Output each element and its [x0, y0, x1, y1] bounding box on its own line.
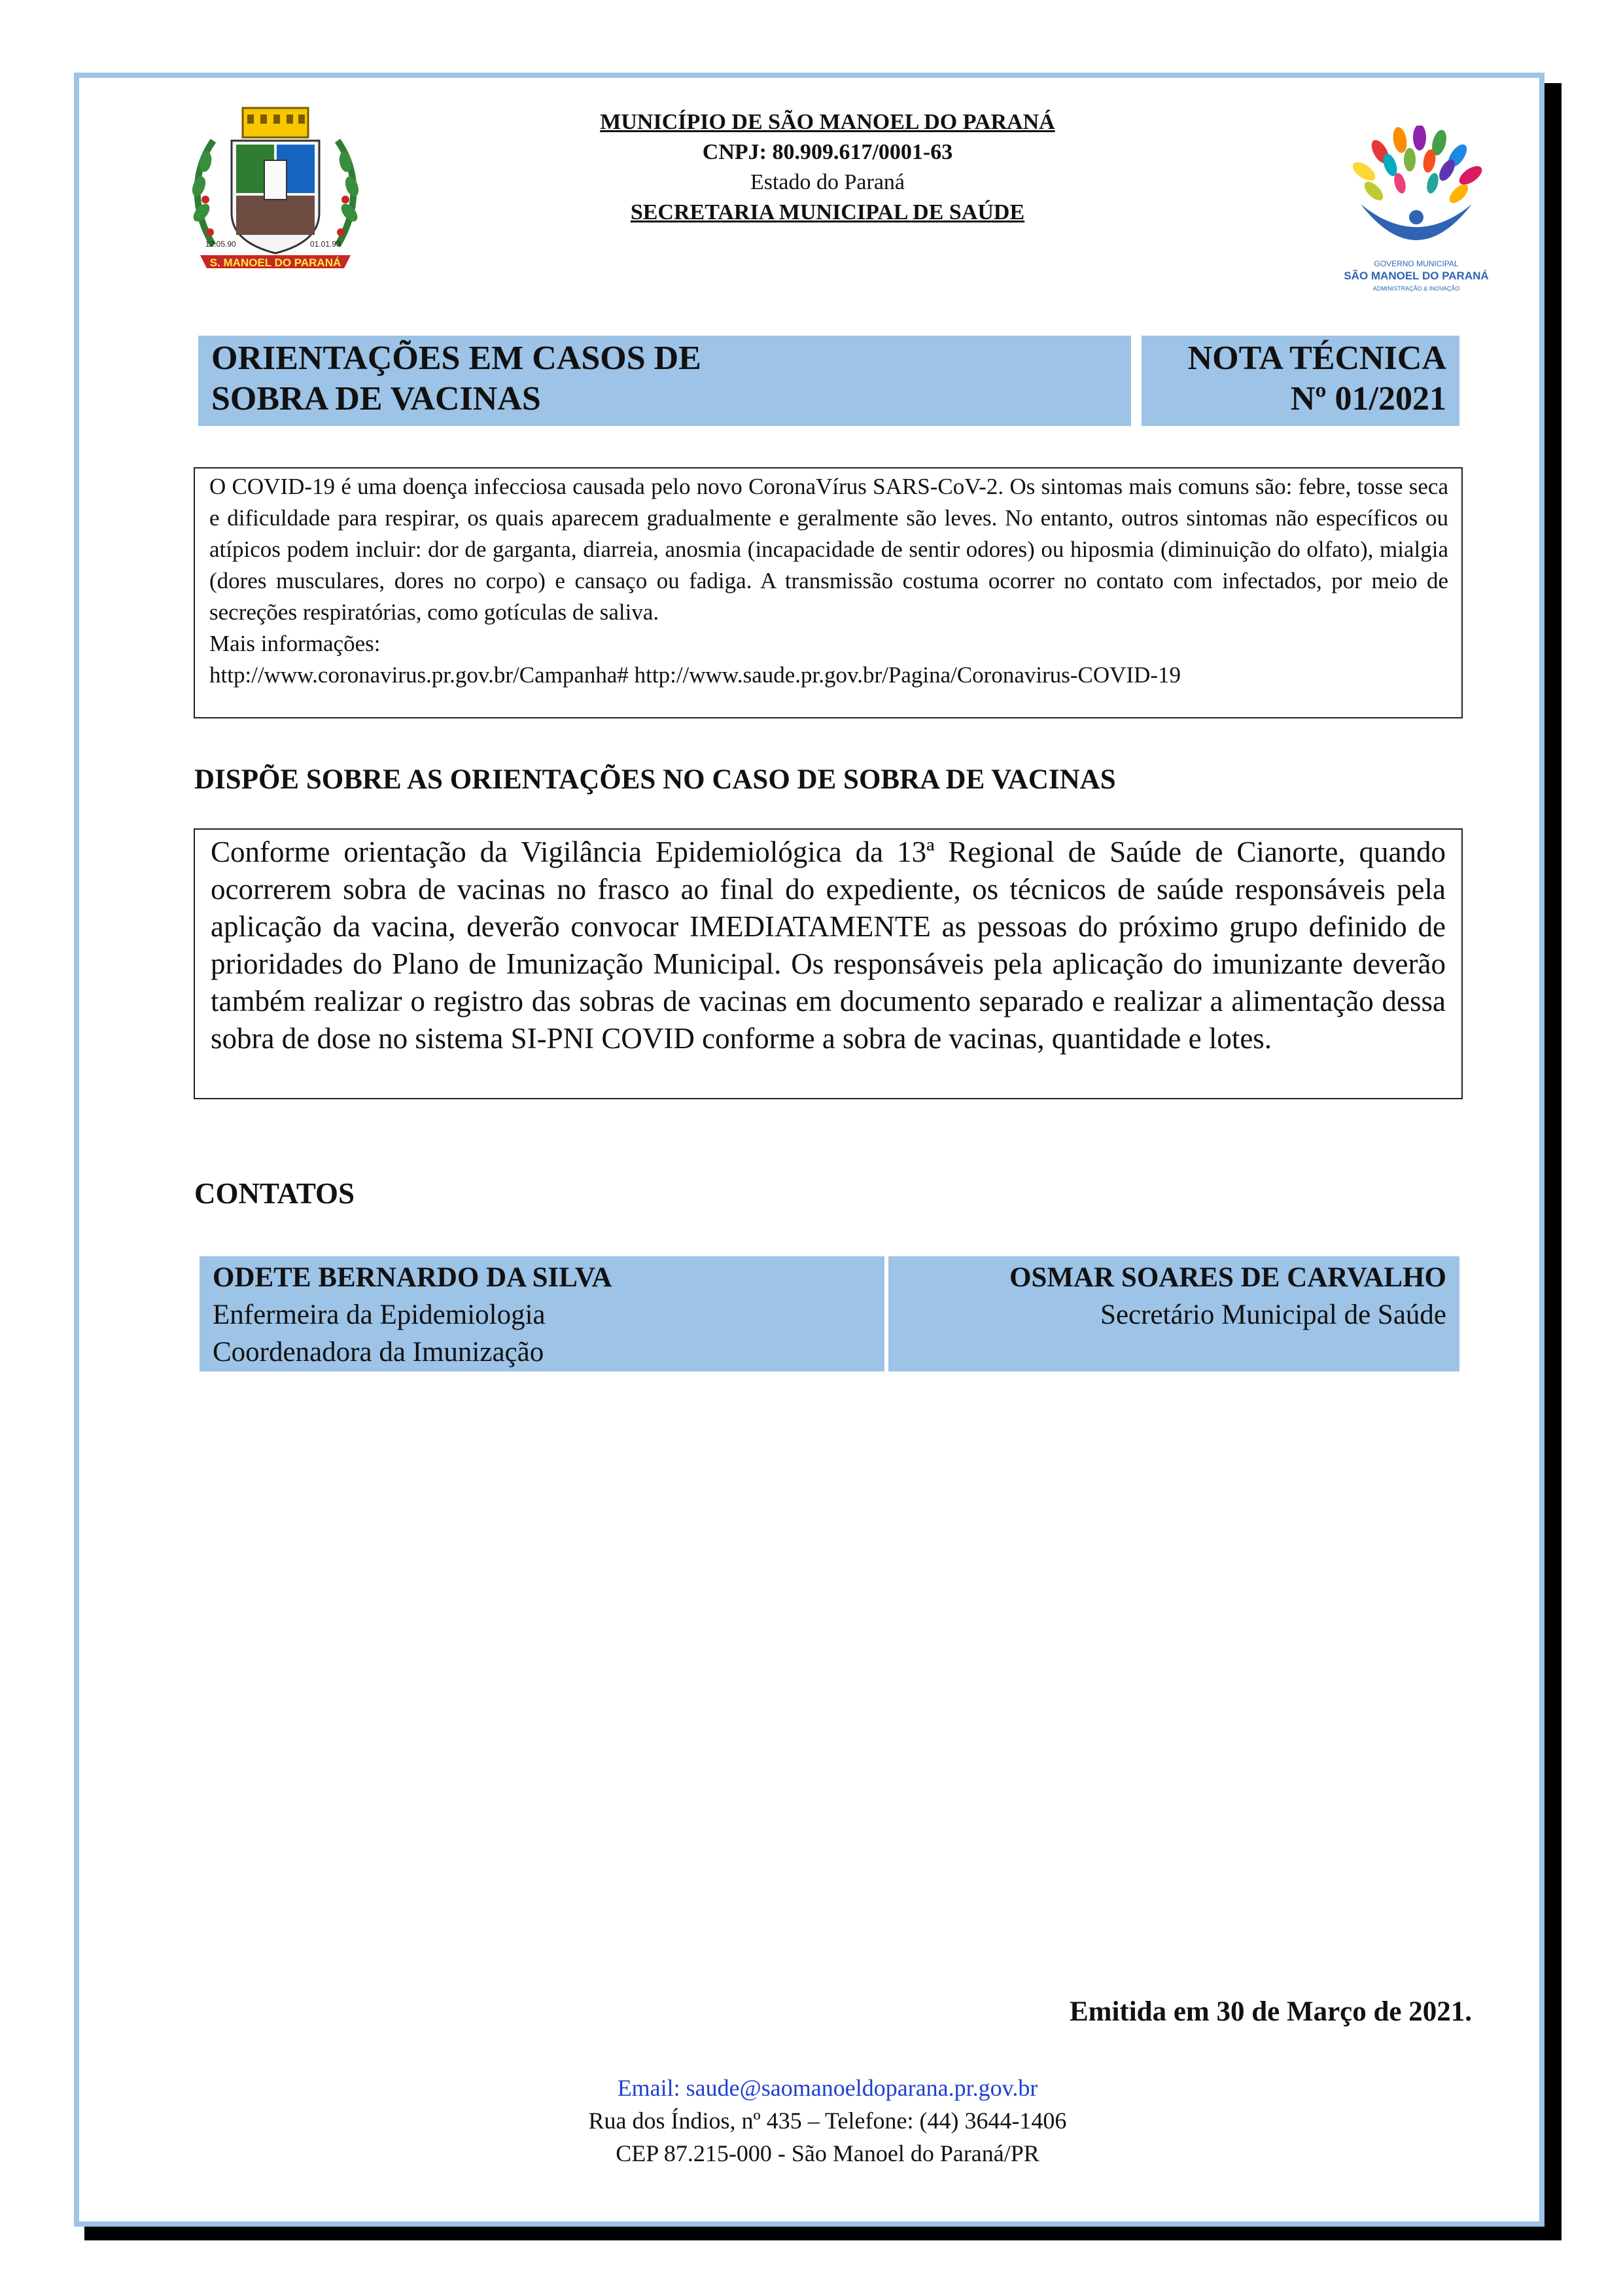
title-line-2: SOBRA DE VACINAS — [211, 380, 541, 417]
footer-cep: CEP 87.215-000 - São Manoel do Paraná/PR — [616, 2140, 1039, 2166]
contacts-heading: CONTATOS — [194, 1177, 355, 1210]
covid-info-box — [194, 467, 1463, 718]
contact-role: Enfermeira da Epidemiologia — [213, 1299, 546, 1330]
more-info-links: http://www.coronavirus.pr.gov.br/Campanha# http://www.saude.pr.gov.br/Pagina/Coronavirus-COVID-19 — [209, 662, 1181, 688]
note-number: Nº 01/2021 — [1290, 380, 1446, 417]
government-logo — [1335, 126, 1492, 297]
covid-info-paragraph: O COVID-19 é uma doença infecciosa causada pelo novo CoronaVírus SARS-CoV-2. Os sintomas mais comuns são: febre, tosse seca e dificuldade para respirar, os quais aparecem gradualmente e geralmente são leves. No entanto, outros sintomas não específicos ou atípicos podem incluir: dor de garganta, diarreia, anosmia (incapacidade de sentir odores) ou hiposmia (diminuição do olfato), mialgia (dores musculares, dores no corpo) e cansaço ou fadiga. A transmissão costuma ocorrer no contato com infectados, por meio de secreções respiratórias, como gotículas de saliva. — [209, 474, 1448, 625]
contact-name: OSMAR SOARES DE CARVALHO — [1009, 1262, 1446, 1293]
document-number — [1142, 336, 1459, 426]
cnpj: CNPJ: 80.909.617/0001-63 — [702, 140, 953, 164]
title-line-1: ORIENTAÇÕES EM CASOS DE — [211, 340, 701, 377]
gov-logo-line3: ADMINISTRAÇÃO & INOVAÇÃO — [1372, 285, 1460, 292]
guidance-paragraph: Conforme orientação da Vigilância Epidemiológica da 13ª Regional de Saúde de Cianorte, quando ocorrerem sobra de vacinas no frasco ao final do expediente, os técnicos de saúde responsáveis pela aplicação da vacina, deverão convocar IMEDIATAMENTE as pessoas do próximo grupo definido de prioridades do Plano de Imunização Municipal. Os responsáveis pela aplicação do imunizante deverão também realizar o registro das sobras de vacinas em documento separado e realizar a alimentação dessa sobra de dose no sistema SI-PNI COVID conforme a sobra de vacinas, quantidade e lotes. — [211, 836, 1446, 1055]
coat-date-left: 12.05.90 — [205, 239, 236, 249]
document-title — [198, 336, 1131, 426]
footer-email-link[interactable]: Email: saude@saomanoeldoparana.pr.gov.br — [617, 2075, 1038, 2101]
contact-role: Secretário Municipal de Saúde — [1100, 1299, 1446, 1330]
guidance-box — [194, 828, 1463, 1099]
footer — [458, 2072, 1197, 2170]
contact-card-left — [200, 1256, 884, 1371]
gov-logo-line2: SÃO MANOEL DO PARANÁ — [1344, 270, 1489, 282]
contact-name: ODETE BERNARDO DA SILVA — [213, 1262, 612, 1293]
coat-date-right: 01.01.93 — [310, 239, 341, 249]
footer-address: Rua dos Índios, nº 435 – Telefone: (44) 3644-1406 — [588, 2108, 1067, 2134]
contact-role: Coordenadora da Imunização — [213, 1337, 544, 1368]
contact-card-right — [888, 1256, 1459, 1371]
gov-logo-line1: GOVERNO MUNICIPAL — [1374, 259, 1459, 268]
note-type: NOTA TÉCNICA — [1187, 340, 1446, 377]
coat-of-arms-logo — [187, 101, 364, 285]
state-name: Estado do Paraná — [750, 170, 905, 194]
more-info-label: Mais informações: — [209, 631, 381, 656]
coat-ribbon-text: S. MANOEL DO PARANÁ — [209, 256, 341, 269]
municipality-name: MUNICÍPIO DE SÃO MANOEL DO PARANÁ — [600, 110, 1055, 134]
subject-heading: DISPÕE SOBRE AS ORIENTAÇÕES NO CASO DE SOBRA DE VACINAS — [194, 764, 1116, 795]
issue-date: Emitida em 30 de Março de 2021. — [1069, 1996, 1472, 2027]
letterhead — [458, 107, 1197, 228]
department-name: SECRETARIA MUNICIPAL DE SAÚDE — [630, 200, 1025, 224]
